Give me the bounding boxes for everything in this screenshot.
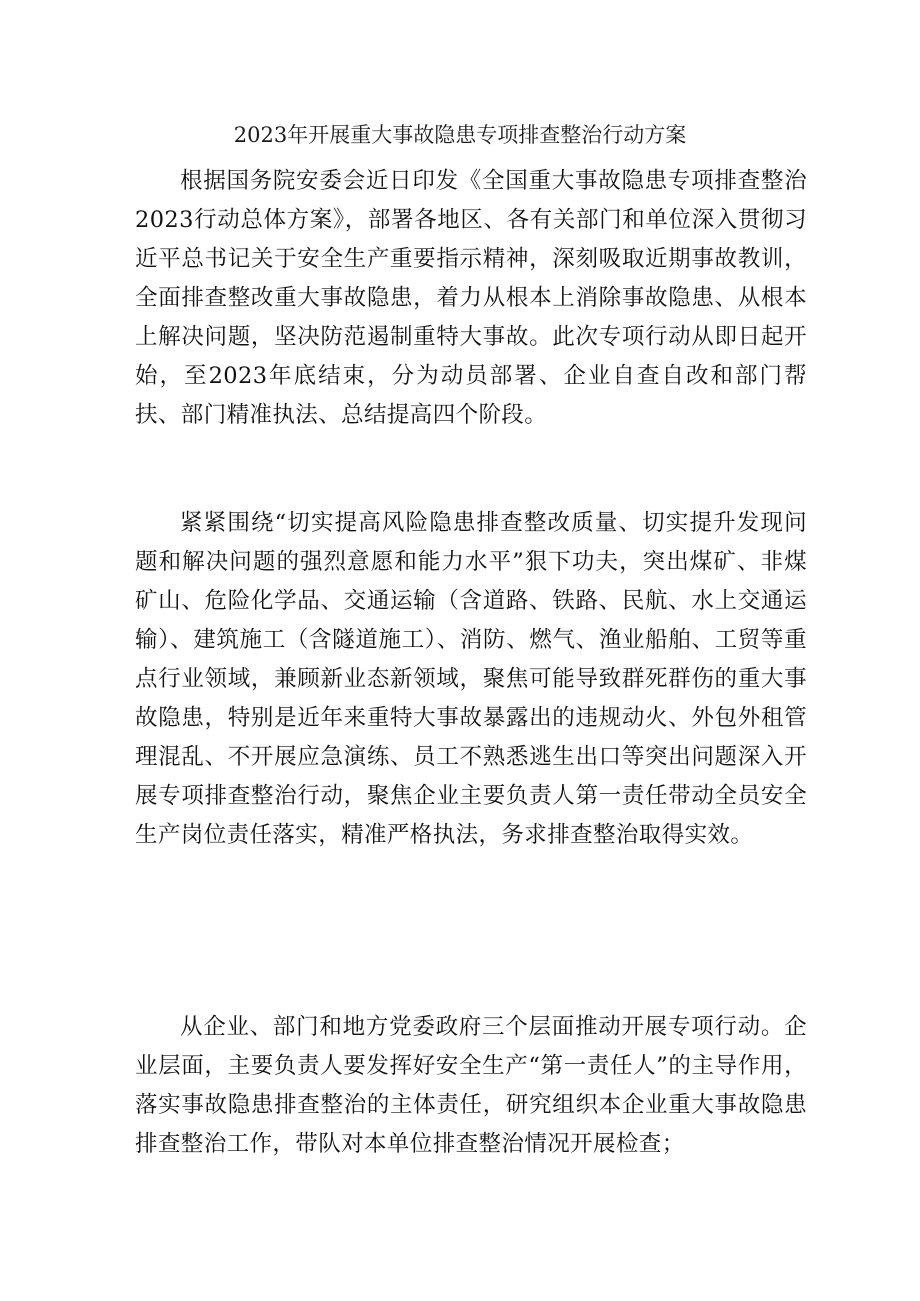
paragraph-3: 从企业、部门和地方党委政府三个层面推动开展专项行动。企业层面，主要负责人要发挥好安全生产“第一责任人”的主导作用，落实事故隐患排查整治的主体责任，研究组织本企业重大事故隐患排查整治工作，带队对本单位排查整治情况开展检查；: [135, 1014, 807, 1157]
paragraph-2: 紧紧围绕“切实提高风险隐患排查整改质量、切实提升发现问题和解决问题的强烈意愿和能力水平”狠下功夫，突出煤矿、非煤矿山、危险化学品、交通运输（含道路、铁路、民航、水上交通运输）、建筑施工（含隧道施工）、消防、燃气、渔业船舶、工贸等重点行业领域，兼顾新业态新领域，聚焦可能导致群死群伤的重大事故隐患，特别是近年来重特大事故暴露出的违规动火、外包外租管理混乱、不开展应急演练、员工不熟悉逃生出口等突出问题深入开展专项排查整治行动，聚焦企业主要负责人第一责任带动全员安全生产岗位责任落实，精准严格执法，务求排查整治取得实效。: [135, 510, 807, 848]
document-title: 2023年开展重大事故隐患专项排查整治行动方案: [233, 123, 687, 147]
paragraph-1: 根据国务院安委会近日印发《全国重大事故隐患专项排查整治2023行动总体方案》，部署各地区、各有关部门和单位深入贯彻习近平总书记关于安全生产重要指示精神，深刻吸取近期事故教训，全面排查整改重大事故隐患，着力从根本上消除事故隐患、从根本上解决问题，坚决防范遏制重特大事故。此次专项行动从即日起开始，至2023年底结束，分为动员部署、企业自查自改和部门帮扶、部门精准执法、总结提高四个阶段。: [135, 168, 807, 428]
